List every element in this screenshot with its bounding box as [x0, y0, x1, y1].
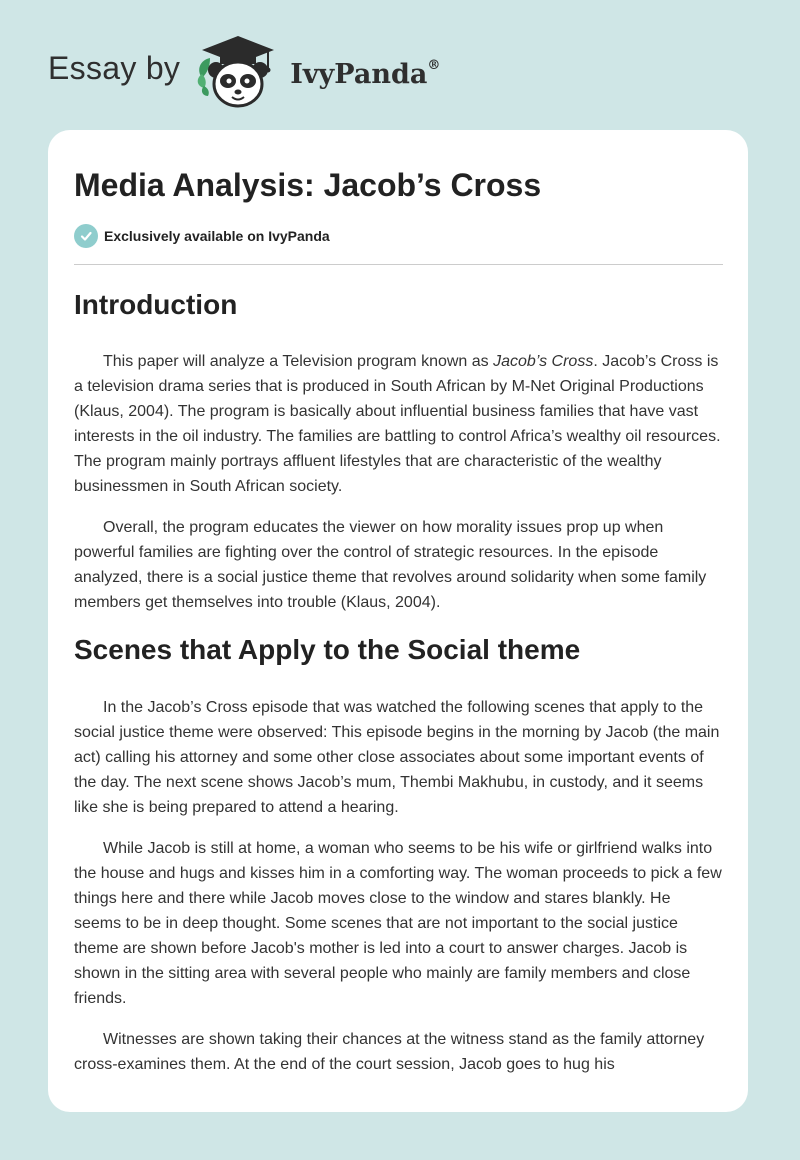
paragraph: Overall, the program educates the viewer on how morality issues prop up when powerful families are fighting over the control of strategic resources. In the episode analyzed, there is a social justice theme that revolves around solidarity when some family members get themselves into trouble (Klaus, 2004).	[74, 519, 707, 611]
exclusive-badge-text: Exclusively available on IvyPanda	[104, 228, 330, 244]
registered-mark: ®	[427, 57, 441, 73]
paragraph: In the Jacob’s Cross episode that was watched the following scenes that apply to the social justice theme were observed: This episode begins in the morning by Jacob (the main act) calling his attorney and some other close associates about some important events of the day. The next scene shows Jacob’s mum, Thembi Makhubu, in custody, and it seems like she is being prepared to attend a hearing.	[74, 699, 720, 816]
show-title-italic: Jacob’s Cross	[493, 353, 594, 370]
brand-name[interactable]: IvyPanda®	[290, 57, 441, 90]
article-card	[48, 130, 748, 1112]
section-heading-introduction: Introduction	[74, 289, 238, 320]
paragraph: This paper will analyze a Television program known as Jacob’s Cross. Jacob’s Cross is a television drama series that is produced in South African by M-Net Original Productions (Klaus, 2004). The program is basically about influential business families that have vast interests in the oil industry. The families are battling to control Africa’s wealthy oil resources. The program mainly portrays affluent lifestyles that are characteristic of the wealthy businessmen in South African society.	[74, 353, 721, 495]
exclusive-badge	[74, 222, 722, 250]
title-divider	[74, 264, 723, 265]
paragraph: While Jacob is still at home, a woman who seems to be his wife or girlfriend walks into the house and hugs and kisses him in a comforting way. The woman proceeds to pick a few things here and there while Jacob moves close to the window and stares blankly. He seems to be in deep thought. Some scenes that are not important to the social justice theme are shown before Jacob's mother is led into a court to answer charges. Jacob is shown in the sitting area with several people who mainly are family members and close friends.	[74, 840, 722, 1007]
site-header	[48, 34, 440, 110]
section-heading-scenes: Scenes that Apply to the Social theme	[74, 634, 581, 665]
checkmark-icon	[74, 224, 98, 248]
essay-by-label: Essay by	[48, 49, 181, 86]
ivypanda-logo-icon[interactable]	[194, 34, 282, 110]
paragraph: Witnesses are shown taking their chances at the witness stand as the family attorney cross-examines them. At the end of the court session, Jacob goes to hug his	[74, 1031, 705, 1073]
article-title: Media Analysis: Jacob’s Cross	[74, 167, 542, 203]
